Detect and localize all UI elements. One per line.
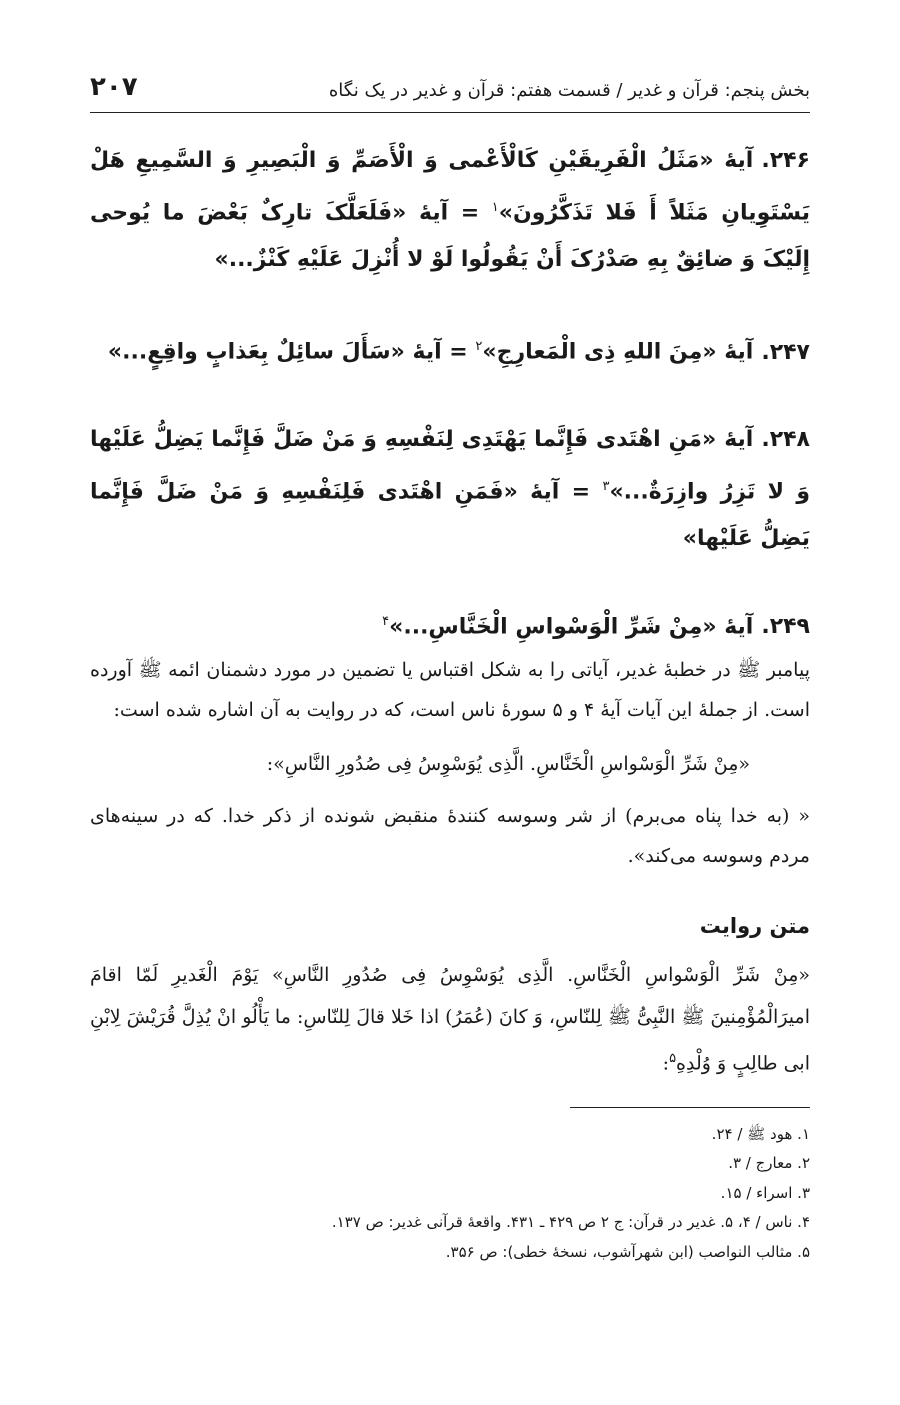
verse-translation: « (به خدا پناه می‌برم) از شر وسوسه کنندهٔ منقبض شونده از ذکر خدا. که در سینه‌های مردم وسوسه می‌کند». <box>90 805 810 868</box>
verse-equivalent: = آیهٔ «فَمَنِ اهْتَدی فَلِنَفْسِهِ وَ مَنْ ضَلَّ فَإِنَّما یَضِلُّ عَلَیْها» <box>90 478 810 551</box>
narration-text <box>90 954 810 1084</box>
verse-text: آیهٔ «مِنْ شَرِّ الْوَسْواسِ الْخَنَّاسِ...» <box>389 614 754 640</box>
footnote-item: ۵. مثالب النواصب (ابن شهرآشوب، نسخهٔ خطی): ص ۳۵۶. <box>445 1242 810 1261</box>
verse-item-246 <box>90 137 810 283</box>
verse-item-249 <box>90 598 810 650</box>
footnote-item: ۳. اسراء / ۱۵. <box>720 1183 810 1202</box>
item-number: ۲۴۷. <box>761 339 810 365</box>
footnote-item: ۱. هود ﷺ / ۲۴. <box>711 1124 810 1143</box>
footnote-item: ۲. معارج / ۳. <box>728 1154 810 1173</box>
verse-equivalent: = آیهٔ «فَلَعَلَّکَ تارِکٌ بَعْضَ ما یُوحی إِلَیْکَ وَ ضائِقٌ بِهِ صَدْرُکَ أَنْ یَقُولُوا لَوْ لا أُنْزِلَ عَلَیْهِ کَنْزٌ...» <box>90 200 810 273</box>
running-header <box>90 60 810 113</box>
book-page <box>90 60 810 1267</box>
item-number: ۲۴۸. <box>761 426 810 452</box>
footnote-item: ۴. ناس / ۴، ۵. غدیر در قرآن: ج ۲ ص ۴۲۹ ـ ۴۳۱. واقعهٔ قرآنی غدیر: ص ۱۳۷. <box>331 1213 810 1232</box>
quoted-verse: «مِنْ شَرِّ الْوَسْواسِ الْخَنَّاسِ. الَّذِی یُوَسْوِسُ فِی صُدُورِ النَّاسِ»: <box>266 753 750 776</box>
explanation-paragraph: پیامبر ﷺ در خطبهٔ غدیر، آیاتی را به شکل اقتباس یا تضمین در مورد دشمنان ائمه ﷺ آورده است. از جملهٔ این آیات آیهٔ ۴ و ۵ سورهٔ ناس است، که در روایت به آن اشاره شده است: <box>90 659 810 722</box>
page-number: ۲۰۷ <box>90 72 138 102</box>
footnote-ref[interactable]: ۳ <box>602 478 610 494</box>
footnote-list <box>90 1120 810 1268</box>
narration-body: «مِنْ شَرِّ الْوَسْواسِ الْخَنَّاسِ. الَّذِی یُوَسْوِسُ فِی صُدُورِ النَّاسِ» یَوْمَ الْغَدیرِ لَمّا اقامَ امیرَالْمُؤْمِنینَ ﷺ النَّبِیُّ ﷺ لِلنّاسِ، وَ کانَ (عُمَرُ) اذا خَلا قالَ لِلنّاسِ: ما یَأْلُو انْ یُذِلَّ قُرَیْشَ لِابْنِ ابی طالِبٍ وَ وُلْدِهِ <box>90 964 810 1075</box>
footnote-ref[interactable]: ۱ <box>491 200 499 215</box>
verse-text: آیهٔ «مَثَلُ الْفَرِیقَیْنِ کَالْأَعْمی وَ الْأَصَمِّ وَ الْبَصِیرِ وَ السَّمِیعِ هَلْ یَسْتَوِیانِ مَثَلاً أَ فَلا تَذَکَّرُونَ» <box>90 148 810 226</box>
verse-item-247 <box>90 323 810 375</box>
verse-item-248 <box>90 416 810 562</box>
narration-end: : <box>662 1052 670 1075</box>
footnote-divider <box>570 1107 810 1108</box>
section-heading: متن روایت <box>699 914 810 939</box>
item-number: ۲۴۹. <box>761 614 810 640</box>
header-title: بخش پنجم: قرآن و غدیر / قسمت هفتم: قرآن و غدیر در یک نگاه <box>328 80 810 101</box>
verse-text: آیهٔ «مِنَ اللهِ ذِی الْمَعارِجِ» <box>482 339 754 365</box>
verse-text: آیهٔ «مَنِ اهْتَدی فَإِنَّما یَهْتَدِی لِنَفْسِهِ وَ مَنْ ضَلَّ فَإِنَّما یَضِلُّ عَلَیْها وَ لا تَزِرُ وازِرَةٌ...» <box>90 426 810 504</box>
verse-equivalent: = آیهٔ «سَأَلَ سائِلٌ بِعَذابٍ واقِعٍ...» <box>107 339 476 365</box>
footnote-ref[interactable]: ۲ <box>475 339 483 355</box>
item-number: ۲۴۶. <box>761 148 810 173</box>
footnote-ref[interactable]: ۵ <box>669 1051 677 1067</box>
footnote-ref[interactable]: ۴ <box>382 613 390 629</box>
